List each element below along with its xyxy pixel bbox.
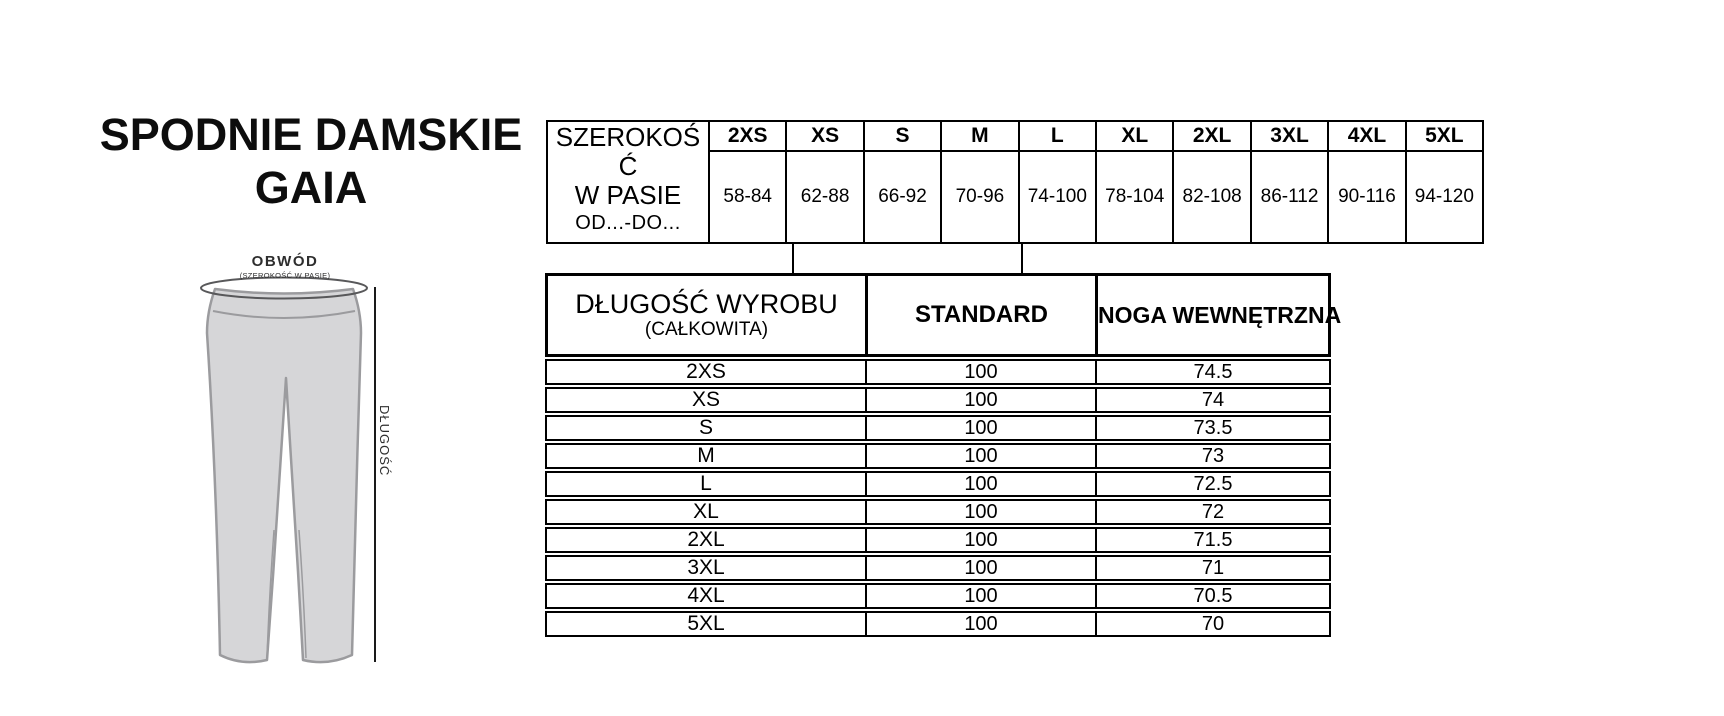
table-connector-line-left — [792, 242, 794, 276]
inner-leg-cell: 70 — [1095, 613, 1329, 635]
inner-leg-cell: 71.5 — [1095, 529, 1329, 551]
inner-leg-cell: 73 — [1095, 445, 1329, 467]
page-title-line1: SPODNIE DAMSKIE — [99, 109, 523, 160]
length-table-body — [545, 359, 1331, 637]
size-cell: 2XL — [687, 528, 725, 551]
standard-cell: 100 — [865, 417, 1095, 439]
page-title-line2: GAIA — [254, 162, 368, 213]
standard-cell: 100 — [865, 585, 1095, 607]
size-header-cell: 5XL — [1425, 124, 1464, 147]
waist-table-label-line: Ć — [618, 151, 638, 181]
waist-range-cell: 82-108 — [1174, 152, 1251, 242]
size-header-cell: XS — [787, 122, 864, 150]
waist-table-label-line: SZEROKOŚ — [555, 122, 701, 152]
waist-range-cell: 66-92 — [865, 152, 942, 242]
waist-table-label-lines — [548, 123, 708, 210]
pants-illustration — [170, 240, 400, 670]
product-length-table — [545, 273, 1342, 637]
waist-table-label-subline: OD...-DO... — [575, 212, 681, 234]
waist-table-label-cell — [548, 122, 710, 242]
waist-width-table — [546, 120, 1484, 244]
waist-range-row — [710, 152, 1482, 242]
standard-cell: 100 — [865, 361, 1095, 383]
standard-cell: 100 — [865, 529, 1095, 551]
pants-silhouette — [207, 289, 361, 662]
waist-table-label-line: W PASIE — [574, 180, 682, 210]
waist-range-cell: 74-100 — [1020, 152, 1097, 242]
standard-cell: 100 — [865, 389, 1095, 411]
size-cell: 2XS — [686, 360, 726, 383]
table-row — [545, 415, 1331, 441]
table-row — [545, 471, 1331, 497]
size-header-cell: 2XS — [710, 122, 787, 150]
size-cell: 5XL — [687, 612, 725, 635]
waist-range-cell: 86-112 — [1252, 152, 1329, 242]
inner-leg-cell: 74.5 — [1095, 361, 1329, 383]
size-cell: XL — [693, 500, 719, 523]
standard-cell: 100 — [865, 557, 1095, 579]
length-header-main: DŁUGOŚĆ WYROBU — [575, 289, 838, 319]
size-cell: 3XL — [687, 556, 725, 579]
size-cell: M — [697, 444, 715, 467]
size-header-cell: XL — [1097, 122, 1174, 150]
standard-cell: 100 — [865, 501, 1095, 523]
inner-leg-cell: 73.5 — [1095, 417, 1329, 439]
waist-measure-label: OBWÓD — [251, 253, 319, 270]
inner-leg-cell: 74 — [1095, 389, 1329, 411]
size-header-cell: 2XL — [1174, 122, 1251, 150]
table-row — [545, 583, 1331, 609]
size-header-cell: 4XL — [1329, 122, 1406, 150]
standard-cell: 100 — [865, 613, 1095, 635]
length-table-header-col3: NOGA WEWNĘTRZNA — [1095, 276, 1341, 354]
length-table-header — [545, 273, 1342, 357]
length-table-header-col2: STANDARD — [865, 276, 1095, 354]
waist-range-cell: 70-96 — [942, 152, 1019, 242]
standard-cell: 100 — [865, 473, 1095, 495]
inner-leg-cell: 70.5 — [1095, 585, 1329, 607]
inner-leg-cell: 72 — [1095, 501, 1329, 523]
waist-range-cell: 62-88 — [787, 152, 864, 242]
waist-table-grid — [710, 122, 1482, 242]
size-header-cell: 3XL — [1252, 122, 1329, 150]
waist-range-cell: 90-116 — [1329, 152, 1406, 242]
table-row — [545, 359, 1331, 385]
length-header-sub: (CAŁKOWITA) — [644, 319, 769, 340]
table-row — [545, 611, 1331, 637]
table-row — [545, 527, 1331, 553]
size-cell: 4XL — [687, 584, 725, 607]
waist-range-cell: 94-120 — [1414, 186, 1474, 207]
size-cell: XS — [691, 388, 720, 411]
length-measure-label: DŁUGOŚĆ — [377, 405, 392, 477]
table-row — [545, 499, 1331, 525]
waist-size-header-row — [710, 122, 1482, 152]
size-header-cell: S — [865, 122, 942, 150]
size-cell: S — [698, 416, 713, 439]
waist-range-cell: 78-104 — [1097, 152, 1174, 242]
length-table-header-col1 — [548, 276, 865, 354]
waist-measure-sublabel: (SZEROKOŚĆ W PASIE) — [239, 271, 331, 280]
table-row — [545, 387, 1331, 413]
size-header-cell: M — [942, 122, 1019, 150]
inner-leg-cell: 71 — [1095, 557, 1329, 579]
standard-cell: 100 — [865, 445, 1095, 467]
table-row — [545, 443, 1331, 469]
size-header-cell: L — [1020, 122, 1097, 150]
waist-range-cell: 58-84 — [710, 152, 787, 242]
inner-leg-cell: 72.5 — [1095, 473, 1329, 495]
page-title — [76, 108, 546, 214]
size-cell: L — [700, 472, 712, 495]
pants-diagram — [170, 240, 400, 670]
table-row — [545, 555, 1331, 581]
table-connector-line-right — [1021, 242, 1023, 276]
